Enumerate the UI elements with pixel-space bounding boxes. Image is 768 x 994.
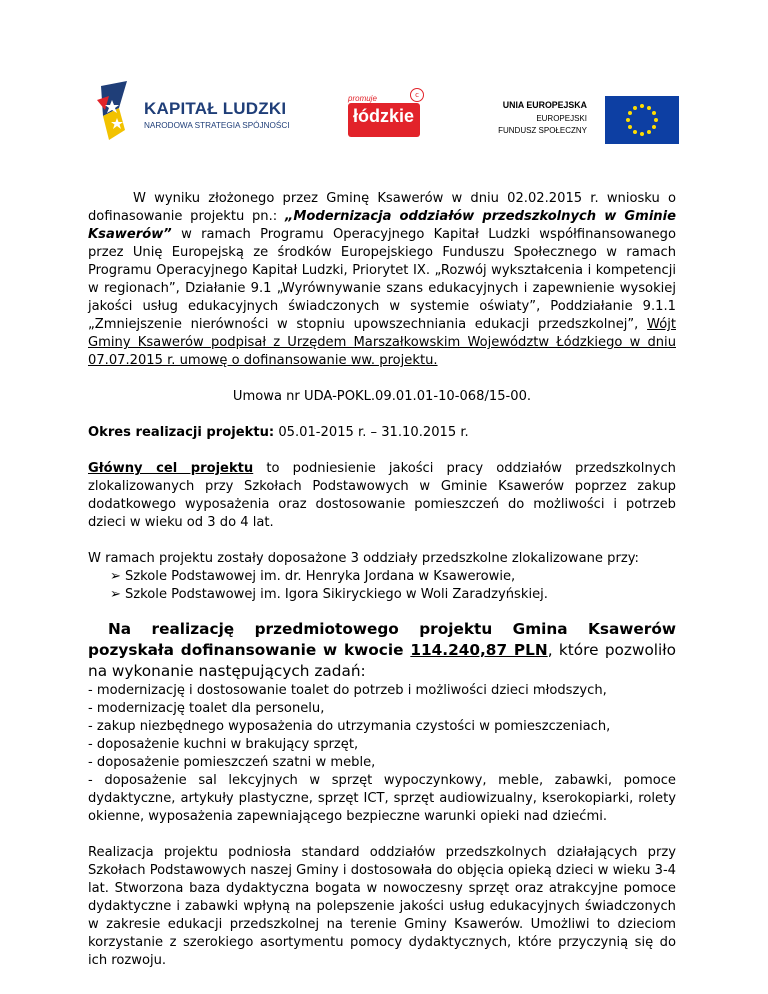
school-name: Szkole Podstawowej im. dr. Henryka Jordana w Ksawerowie, (125, 569, 516, 584)
list-item (110, 586, 676, 604)
eu-line3: FUNDUSZ SPOŁECZNY (498, 126, 587, 135)
promuje-lodzkie-logo (348, 90, 420, 136)
intro-part1: W wyniku złożonego przez Gminę Ksawerów w dniu 02.02.2015 r. wniosku o dofinasowanie projektu pn.: (88, 191, 676, 224)
goal-label: Główny cel projektu (88, 461, 254, 476)
intro-paragraph (88, 190, 676, 370)
tasks-list (88, 682, 676, 826)
funding-amount: 114.240,87 PLN (410, 641, 548, 659)
contract-number: Umowa nr UDA-POKL.09.01.01-10-068/15-00. (232, 389, 532, 404)
eu-line2: EUROPEJSKI (536, 114, 587, 123)
schools-intro: W ramach projektu zostały doposażone 3 oddziały przedszkolne zlokalizowane przy: (88, 551, 639, 566)
intro-part2: w ramach Programu Operacyjnego Kapitał Ludzki współfinansowanego przez Unię Europejską ze środków Europejskiego Funduszu Społecznego w ramach Programu Operacyjnego Kapitał Ludzki, Priorytet IX. „Rozwój wykształcenia i kompetencji w regionach”, Działanie 9.1 „Wyrównywanie szans edukacyjnych i zapewnienie wysokiej jakości usług edukacyjnych świadczonych w systemie oświaty”, Poddziałanie 9.1.1 „Zmniejszenie nierówności w stopniu upowszechniania edukacji przedszkolnej”, (88, 227, 676, 332)
funding-rest: , które pozwoliło na wykonanie następujących zadań: (88, 641, 677, 680)
signing-info: Wójt Gminy Ksawerów podpisał z Urzędem Marszałkowskim Województw Łódzkiego w dniu 07.07.2015 r. umowę o dofinansowanie ww. projektu. (88, 317, 676, 368)
document-body (88, 190, 676, 970)
goal-text: to podniesienie jakości pracy oddziałów przedszkolnych zlokalizowanych przy Szkołach Podstawowych w Gminie Ksawerów poprzez zakup dodatkowego wyposażenia oraz dostosowanie pomieszczeń do możliwości i potrzeb dzieci w wieku od 3 do 4 lat. (88, 461, 676, 530)
kapital-ludzki-logo (95, 78, 305, 148)
task-item: - doposażenie sal lekcyjnych w sprzęt wypoczynkowy, meble, zabawki, pomoce dydaktyczne, artykuły plastyczne, sprzęt ICT, sprzęt audiowizualny, kserokopiarki, rolety okienne, wyposażenia zapewniającego bezpieczne warunki opieki nad dziećmi. (88, 773, 676, 824)
lodz-tagline: promuje (348, 94, 377, 103)
schools-list (88, 568, 676, 604)
list-item (110, 568, 676, 586)
lodz-c-mark: c (410, 88, 424, 102)
goal-paragraph (88, 460, 676, 532)
eu-flag-icon (605, 96, 679, 144)
period-label: Okres realizacji projektu: (88, 425, 275, 440)
school-name: Szkole Podstawowej im. Igora Sikiryckiego w Woli Zaradzyńskiej. (125, 587, 548, 602)
kapital-ludzki-subtitle: NARODOWA STRATEGIA SPÓJNOŚCI (144, 121, 290, 130)
eu-logo (495, 100, 695, 160)
period-line (88, 424, 676, 442)
task-item: - modernizację toalet dla personelu, (88, 701, 325, 716)
arrow-bullet-icon: ➢ (110, 569, 121, 584)
summary-paragraph: Realizacja projektu podniosła standard oddziałów przedszkolnych działających przy Szkołach Podstawowych naszej Gminy i dostosowała do objęcia opieką dzieci w wieku 3-4 lat. Stworzona baza dydaktyczna bogata w nowoczesny sprzęt oraz atrakcyjne pomoce dydaktyczne i zabawki wpłyną na polepszenie jakości usług edukacyjnych świadczonych w zakresie edukacji przedszkolnej na terenie Gminy Ksawerów. Umożliwi to dzieciom korzystanie z szerokiego asortymentu pomocy dydaktycznych, które przyczynią się do ich rozwoju. (88, 845, 676, 968)
task-item: - modernizację i dostosowanie toalet do potrzeb i możliwości dzieci młodszych, (88, 683, 607, 698)
period-value: 05.01-2015 r. – 31.10.2015 r. (274, 425, 469, 440)
funding-paragraph (88, 619, 676, 682)
kapital-ludzki-title: KAPITAŁ LUDZKI (144, 99, 287, 118)
task-item: - doposażenie kuchni w brakujący sprzęt, (88, 737, 359, 752)
eu-line1: UNIA EUROPEJSKA (502, 100, 587, 110)
eu-stars-icon (605, 96, 679, 144)
kapital-ludzki-emblem-icon (95, 78, 143, 144)
arrow-bullet-icon: ➢ (110, 587, 121, 602)
header-logos (95, 78, 695, 168)
task-item: - doposażenie pomieszczeń szatni w meble, (88, 755, 376, 770)
project-name: „Modernizacja oddziałów przedszkolnych w Gminie Ksawerów” (88, 209, 676, 242)
funding-bold: Na realizację przedmiotowego projektu Gmina Ksawerów pozyskała dofinansowanie w kwocie (88, 620, 676, 659)
task-item: - zakup niezbędnego wyposażenia do utrzymania czystości w pomieszczeniach, (88, 719, 611, 734)
lodz-word: łódzkie (353, 106, 415, 126)
